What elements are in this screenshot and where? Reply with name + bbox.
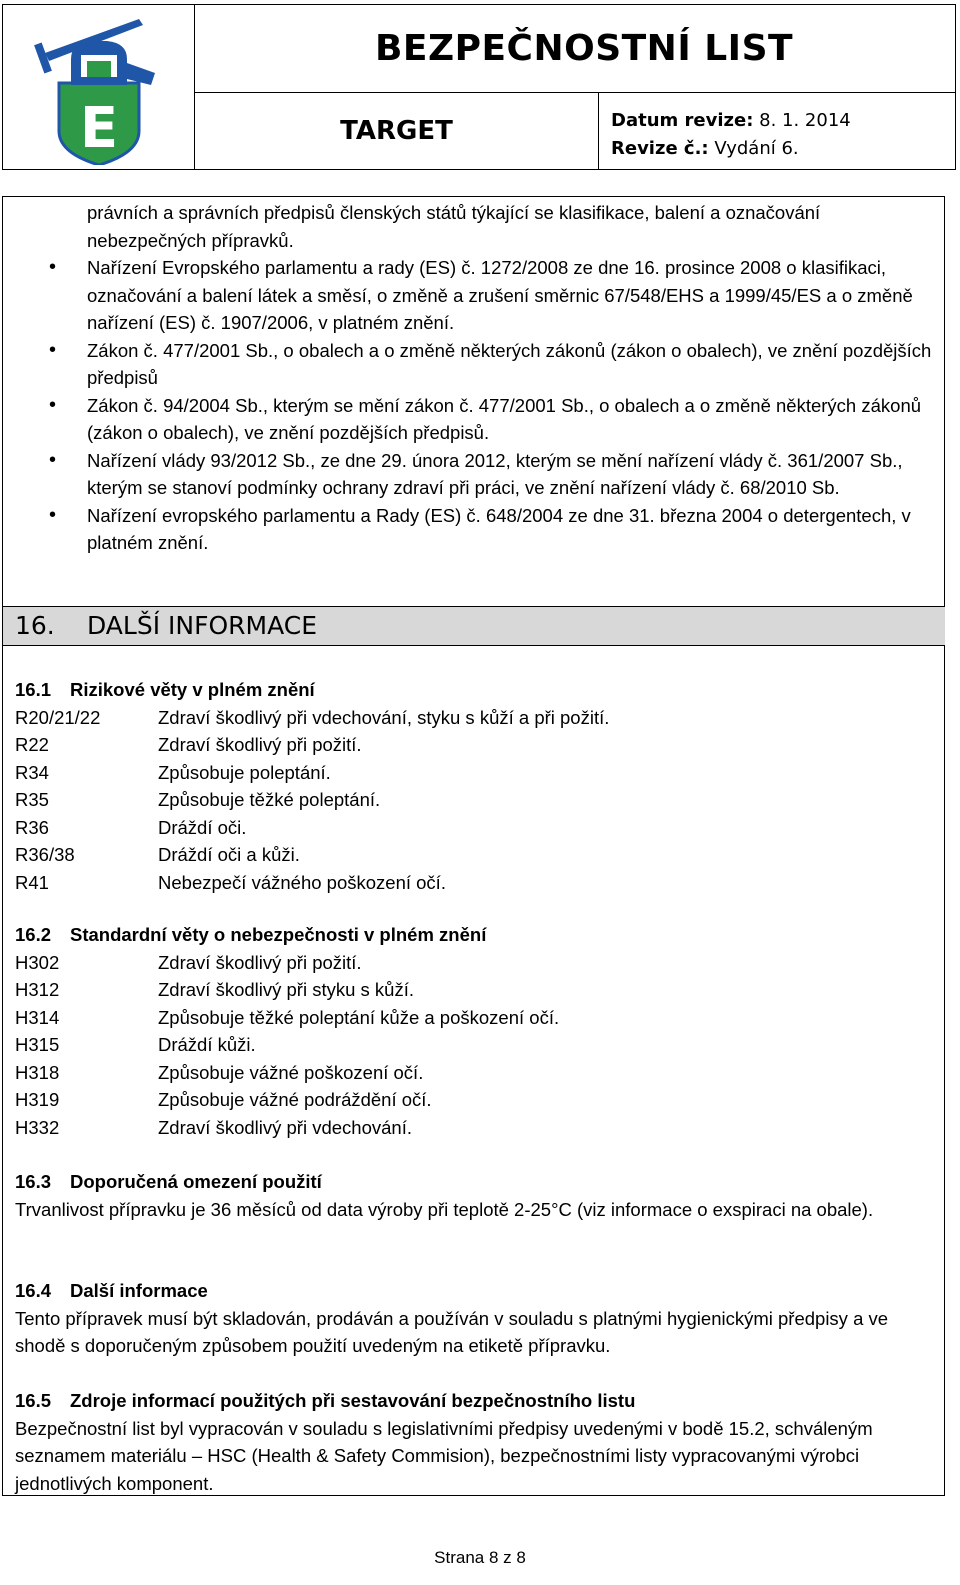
subsection-body: Tento přípravek musí být skladován, prodáván a používán v souladu s platnými hygienickými předpisy a ve shodě s doporučeným způsobem použití uvedeným na etiketě přípravku. bbox=[15, 1307, 889, 1356]
revision-date-label: Datum revize: bbox=[611, 110, 754, 131]
phrase-text: Způsobuje vážné poškození očí. bbox=[158, 1061, 424, 1083]
subsection-number: 16.2 bbox=[15, 924, 52, 945]
phrase-code: R36/38 bbox=[15, 844, 75, 865]
subsection-16-1 bbox=[15, 676, 935, 896]
document-title: BEZPEČNOSTNÍ LIST bbox=[374, 28, 794, 69]
revision-info bbox=[599, 93, 955, 169]
phrase-code: H302 bbox=[15, 951, 60, 973]
table-row bbox=[15, 1114, 559, 1142]
phrase-text: Zdraví škodlivý při styku s kůží. bbox=[158, 979, 414, 1000]
table-row bbox=[15, 841, 609, 869]
subsection-16-2 bbox=[15, 921, 935, 1141]
phrase-text: Dráždí oči. bbox=[158, 816, 247, 838]
subsection-number: 16.3 bbox=[15, 1171, 52, 1192]
table-row bbox=[15, 869, 609, 897]
table-row bbox=[15, 1031, 559, 1059]
revision-date-line bbox=[611, 107, 955, 135]
phrase-text: Zdraví škodlivý při vdechování. bbox=[158, 1116, 412, 1138]
phrase-code: H314 bbox=[15, 1006, 60, 1028]
document-title-cell bbox=[195, 5, 955, 93]
phrase-text: Způsobuje poleptání. bbox=[158, 761, 331, 783]
subsection-body: Bezpečnostní list byl vypracován v souladu s legislativními předpisy uvedenými v bodě 15.2, schváleným seznamem materiálu – HSC (Health & Safety Commision), bezpečnostními listy vypracovanými výrobci jednotlivých komponent. bbox=[15, 1417, 873, 1494]
table-row bbox=[15, 814, 609, 842]
list-item: • Nařízení evropského parlamentu a Rady (ES) č. 648/2004 ze dne 31. března 2004 o detergentech, v platném znění. bbox=[87, 502, 937, 557]
subsection-heading bbox=[15, 1277, 935, 1305]
phrase-code: H315 bbox=[15, 1034, 60, 1055]
table-row bbox=[15, 1059, 559, 1087]
table-row bbox=[15, 759, 609, 787]
product-name-cell bbox=[195, 93, 599, 169]
subsection-title: Rizikové věty v plném znění bbox=[70, 679, 315, 700]
svg-text:E: E bbox=[79, 96, 119, 161]
logo-cell bbox=[3, 5, 195, 169]
table-row bbox=[15, 1086, 559, 1114]
phrase-text: Zdraví škodlivý při požití. bbox=[158, 951, 362, 973]
subsection-heading bbox=[15, 676, 935, 704]
table-row bbox=[15, 949, 559, 977]
phrase-text: Způsobuje těžké poleptání. bbox=[158, 789, 381, 810]
table-row bbox=[15, 1004, 559, 1032]
phrase-code: H312 bbox=[15, 979, 60, 1000]
risk-phrases-table bbox=[15, 704, 609, 897]
subsection-number: 16.5 bbox=[15, 1390, 52, 1411]
company-logo bbox=[31, 13, 167, 165]
subsection-number: 16.1 bbox=[15, 679, 52, 700]
subsection-title: Zdroje informací použitých při sestavování bezpečnostního listu bbox=[70, 1390, 636, 1411]
phrase-text: Dráždí kůži. bbox=[158, 1034, 256, 1055]
subsection-heading bbox=[15, 1387, 935, 1415]
list-item: • Zákon č. 477/2001 Sb., o obalech a o změně některých zákonů (zákon o obalech), ve znění pozdějších předpisů bbox=[87, 337, 937, 392]
table-row bbox=[15, 704, 609, 732]
phrase-text: Způsobuje těžké poleptání kůže a poškození očí. bbox=[158, 1006, 560, 1028]
subsection-16-5 bbox=[15, 1387, 935, 1497]
subsection-title: Doporučená omezení použití bbox=[70, 1171, 322, 1192]
subsection-title: Další informace bbox=[70, 1280, 208, 1301]
section-title: DALŠÍ INFORMACE bbox=[87, 611, 318, 640]
continuation-text bbox=[87, 199, 927, 254]
subsection-heading bbox=[15, 1168, 935, 1196]
subsection-16-4 bbox=[15, 1277, 935, 1360]
continuation-line: nebezpečných přípravků. bbox=[87, 229, 294, 251]
phrase-code: R34 bbox=[15, 761, 49, 783]
table-row bbox=[15, 786, 609, 814]
phrase-code: R22 bbox=[15, 734, 49, 755]
list-item: • Zákon č. 94/2004 Sb., kterým se mění zákon č. 477/2001 Sb., o obalech a o změně některých zákonů (zákon o obalech), ve znění pozdějších předpisů. bbox=[87, 392, 937, 447]
legislation-list bbox=[87, 254, 937, 557]
subsection-heading bbox=[15, 921, 935, 949]
phrase-code: H319 bbox=[15, 1089, 60, 1110]
phrase-text: Nebezpečí vážného poškození očí. bbox=[158, 871, 446, 893]
product-name: TARGET bbox=[340, 116, 453, 146]
list-item: • Nařízení Evropského parlamentu a rady (ES) č. 1272/2008 ze dne 16. prosince 2008 o klasifikaci, označování a balení látek a směsí, o změně a zrušení směrnic 67/548/EHS a 1999/45/ES a o změně nařízení (ES) č. 1907/2006, v platném znění. bbox=[87, 254, 937, 337]
section-number: 16. bbox=[15, 611, 55, 640]
section-16-header bbox=[3, 606, 945, 646]
subsection-16-3 bbox=[15, 1168, 935, 1223]
subsection-body: Trvanlivost přípravku je 36 měsíců od data výroby při teplotě 2-25°C (viz informace o exspiraci na obale). bbox=[15, 1198, 874, 1220]
phrase-code: H318 bbox=[15, 1061, 60, 1083]
hazard-statements-table bbox=[15, 949, 559, 1142]
phrase-code: R20/21/22 bbox=[15, 706, 101, 728]
phrase-code: H332 bbox=[15, 1116, 60, 1138]
phrase-text: Zdraví škodlivý při požití. bbox=[158, 734, 362, 755]
phrase-code: R35 bbox=[15, 789, 49, 810]
list-item: • Nařízení vlády 93/2012 Sb., ze dne 29. února 2012, kterým se mění nařízení vlády č. 361/2007 Sb., kterým se stanoví podmínky ochrany zdraví při práci, ve znění nařízení vlády č. 68/2010 Sb. bbox=[87, 447, 937, 502]
table-row bbox=[15, 731, 609, 759]
page-number: Strana 8 z 8 bbox=[434, 1548, 526, 1567]
subsection-title: Standardní věty o nebezpečnosti v plném znění bbox=[70, 924, 487, 945]
revision-date-value: 8. 1. 2014 bbox=[759, 110, 851, 131]
phrase-text: Způsobuje vážné podráždění očí. bbox=[158, 1089, 432, 1110]
table-row bbox=[15, 976, 559, 1004]
subsection-number: 16.4 bbox=[15, 1280, 52, 1301]
document-header bbox=[2, 4, 956, 170]
continuation-line: právních a správních předpisů členských států týkající se klasifikace, balení a označování bbox=[87, 202, 821, 223]
revision-number-line bbox=[611, 135, 955, 163]
phrase-code: R41 bbox=[15, 871, 49, 893]
revision-label: Revize č.: bbox=[611, 138, 709, 159]
phrase-code: R36 bbox=[15, 816, 49, 838]
phrase-text: Zdraví škodlivý při vdechování, styku s kůží a při požití. bbox=[158, 706, 610, 728]
content-box bbox=[2, 196, 945, 1496]
phrase-text: Dráždí oči a kůži. bbox=[158, 844, 300, 865]
revision-value: Vydání 6. bbox=[714, 138, 799, 159]
